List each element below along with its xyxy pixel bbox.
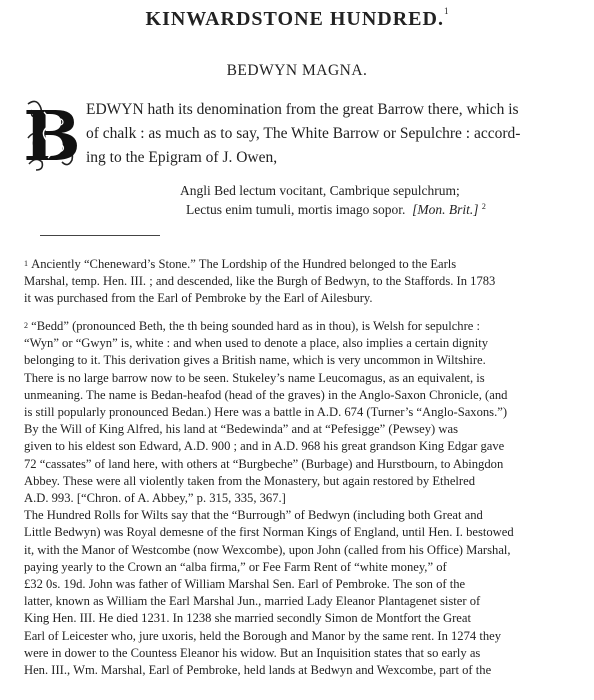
footnote-line: were in dower to the Countess Eleanor his widow. But an Inquisition states that so early as [24,645,481,660]
footnote-1 [24,256,574,308]
verse-line-2 [186,202,486,218]
footnote-line: paying yearly to the Crown an “alba firma,” or Fee Farm Rent of “white money,” of [24,559,447,574]
footnote-line: it was purchased from the Earl of Pembroke by the Earl of Ailesbury. [24,291,373,306]
footnote-line: latter, known as William the Earl Marshal Jun., married Lady Eleanor Plantagenet sister of [24,594,481,609]
intro-line: of chalk : as much as to say, The White Barrow or Sepulchre : accord- [86,125,521,142]
section-title: BEDWYN MAGNA. [226,62,368,79]
footnote-line: Little Bedwyn) was Royal demesne of the first Norman Kings of England, until Hen. I. bestowed [24,525,514,540]
ornamental-dropcap [23,97,81,177]
footnote-line: $^2$ “Bedd” (pronounced Beth, the th being sounded hard as in thou), is Welsh for sepulchre : [24,319,481,333]
footnote-line: $^1$ Anciently “Cheneward’s Stone.” The Lordship of the Hundred belonged to the Earls [24,257,457,271]
footnote-divider [40,235,160,236]
intro-line: EDWYN hath its denomination from the great Barrow there, which is [86,101,519,118]
footnote-line: A.D. 993. [“Chron. of A. Abbey,” p. 315, 335, 367.] [24,491,286,506]
verse-footnote-mark: 2 [481,202,486,211]
verse-source: [Mon. Brit.] [412,202,479,217]
footnote-line: unmeaning. The name is Bedan-heafod (head of the graves) in the Anglo-Saxon Chronicle, (and [24,387,508,402]
footnote-line: £32 0s. 19d. John was father of William Marshal Sen. Earl of Pembroke. The son of the [24,577,466,592]
footnote-line: Marshal, temp. Hen. III. ; and descended, like the Burgh of Bedwyn, to the Staffords. In 1783 [24,274,496,289]
footnote-line: There is no large barrow now to be seen. Stukeley’s name Leucomagus, as an equivalent, is [24,370,485,385]
footnote-line: The Hundred Rolls for Wilts say that the “Burrough” of Bedwyn (including both Great and [24,508,483,523]
title-text: KINWARDSTONE HUNDRED. [145,8,444,30]
footnote-2-mark: 2 [24,321,28,330]
footnote-line: Hen. III., Wm. Marshal, Earl of Pembroke, held lands at Bedwyn and Wexcombe, part of the [24,663,492,678]
footnote-line: King Hen. III. He died 1231. In 1238 she married secondly Simon de Montfort the Great [24,611,471,626]
intro-line: ing to the Epigram of J. Owen, [86,149,278,166]
dropcap-letter: B [23,97,81,177]
footnote-2 [24,318,574,679]
footnote-line: given to his eldest son Edward, A.D. 900 ; and in A.D. 968 his great grandson King Edgar gave [24,439,505,454]
verse-line-1: Angli Bed lectum vocitant, Cambrique sepulchrum; [180,183,460,198]
verse-line-2-text: Lectus enim tumuli, mortis imago sopor. [186,202,406,217]
footnote-line: By the Will of King Alfred, his land at “Bedewinda” and at “Pefesigge” (Pewsey) was [24,422,458,437]
footnote-line: belonging to it. This derivation gives a British name, which is very uncommon in Wiltshire. [24,353,486,368]
page-title [0,8,594,31]
title-footnote-mark: 1 [443,6,449,16]
footnote-line: it, with the Manor of Westcombe (now Wexcombe), upon John (called from his Office) Marshal, [24,542,511,557]
footnote-line: Earl of Leicester who, jure uxoris, held the Borough and Manor by the same rent. In 1274 they [24,628,502,643]
footnote-line: is still popularly pronounced Bedan.) Here was a battle in A.D. 674 (Turner’s “Anglo-Saxons.”) [24,405,508,420]
footnote-line: Abbey. These were all violently taken from the Monastery, but again restored by Ethelred [24,473,476,488]
footnote-line: “Wyn” or “Gwyn” is, white : and when used to denote a place, also implies a certain dignity [24,336,489,351]
footnote-line: 72 “cassates” of land here, with others at “Burgbeche” (Burbage) and Hurstbourn, to Abingdon [24,456,504,471]
footnote-1-mark: 1 [24,259,28,268]
